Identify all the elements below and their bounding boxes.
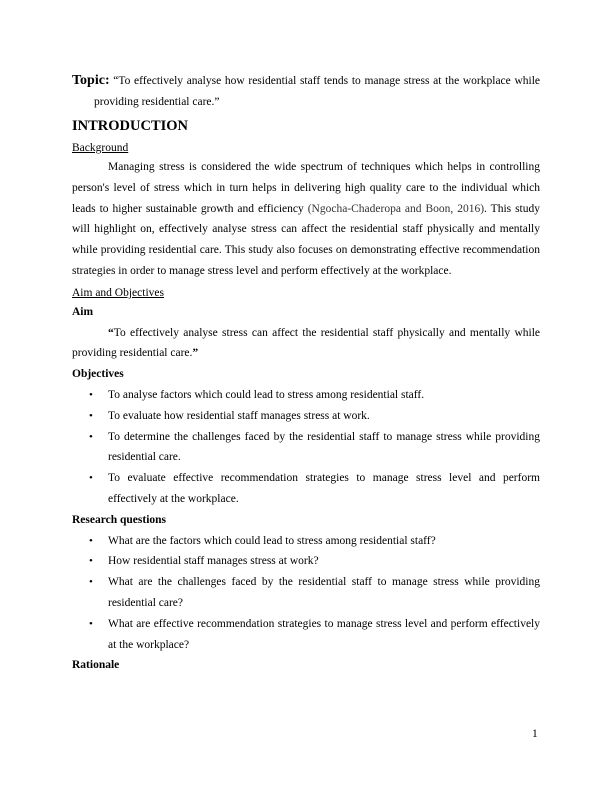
question-text: How residential staff manages stress at work? bbox=[108, 555, 319, 568]
topic-line bbox=[72, 70, 540, 113]
topic-label: Topic: bbox=[72, 73, 110, 88]
bullet-icon: • bbox=[89, 555, 93, 568]
rationale-heading: Rationale bbox=[72, 659, 120, 672]
objective-text: To evaluate how residential staff manages stress at work. bbox=[108, 409, 370, 422]
bullet-icon: • bbox=[89, 409, 93, 422]
aim-paragraph bbox=[72, 323, 540, 365]
page-number: 1 bbox=[532, 728, 538, 740]
question-text: What are the challenges faced by the residential staff to manage stress while providing residential care? bbox=[108, 576, 540, 609]
background-paragraph bbox=[72, 157, 540, 282]
aim-open-quote: “ bbox=[108, 326, 114, 339]
background-citation: (Ngocha-Chaderopa and Boon, 2016) bbox=[307, 202, 485, 215]
document-page bbox=[72, 70, 540, 676]
introduction-heading: INTRODUCTION bbox=[72, 118, 189, 134]
list-item bbox=[72, 427, 540, 469]
aim-close-quote: ” bbox=[192, 347, 199, 360]
bullet-icon: • bbox=[89, 430, 93, 443]
question-text: What are the factors which could lead to stress among residential staff? bbox=[108, 534, 436, 547]
aim-heading: Aim bbox=[72, 305, 94, 318]
objective-text: To analyse factors which could lead to stress among residential staff. bbox=[108, 388, 425, 401]
background-heading: Background bbox=[72, 142, 129, 154]
objective-text: To evaluate effective recommendation strategies to manage stress level and perform effectively at the workplace. bbox=[108, 472, 540, 505]
bullet-icon: • bbox=[89, 617, 93, 630]
bullet-icon: • bbox=[89, 534, 93, 547]
list-item bbox=[72, 614, 540, 656]
research-questions-list bbox=[72, 531, 540, 656]
bullet-icon: • bbox=[89, 472, 93, 485]
list-item bbox=[72, 385, 540, 406]
bullet-icon: • bbox=[89, 388, 93, 401]
list-item bbox=[72, 406, 540, 427]
topic-text: “To effectively analyse how residential staff tends to manage stress at the workplace while providing residential care.” bbox=[94, 75, 540, 108]
list-item bbox=[72, 551, 540, 572]
objectives-heading: Objectives bbox=[72, 368, 124, 381]
aim-objectives-heading: Aim and Objectives bbox=[72, 286, 164, 299]
list-item bbox=[72, 531, 540, 552]
background-text-after: . This study will highlight on, effectively analyse stress can affect the residential staff physically and mentally while providing residential care. This study also focuses on demonstrating effective recommendation strategies in order to manage stress level and perform effectively at the workplace. bbox=[72, 202, 540, 277]
list-item bbox=[72, 572, 540, 614]
research-questions-heading: Research questions bbox=[72, 513, 167, 526]
background-text-before: Managing stress is considered the wide spectrum of techniques which helps in controlling person's level of stress which in turn helps in delivering high quality care to the individual which leads to higher sustainable growth and efficiency bbox=[72, 161, 540, 215]
list-item bbox=[72, 468, 540, 510]
objective-text: To determine the challenges faced by the residential staff to manage stress while providing residential care. bbox=[108, 430, 540, 464]
objectives-list bbox=[72, 385, 540, 510]
aim-text: To effectively analyse stress can affect the residential staff physically and mentally while providing residential care. bbox=[72, 326, 540, 360]
bullet-icon: • bbox=[89, 576, 93, 589]
question-text: What are effective recommendation strategies to manage stress level and perform effectively at the workplace? bbox=[108, 617, 540, 651]
